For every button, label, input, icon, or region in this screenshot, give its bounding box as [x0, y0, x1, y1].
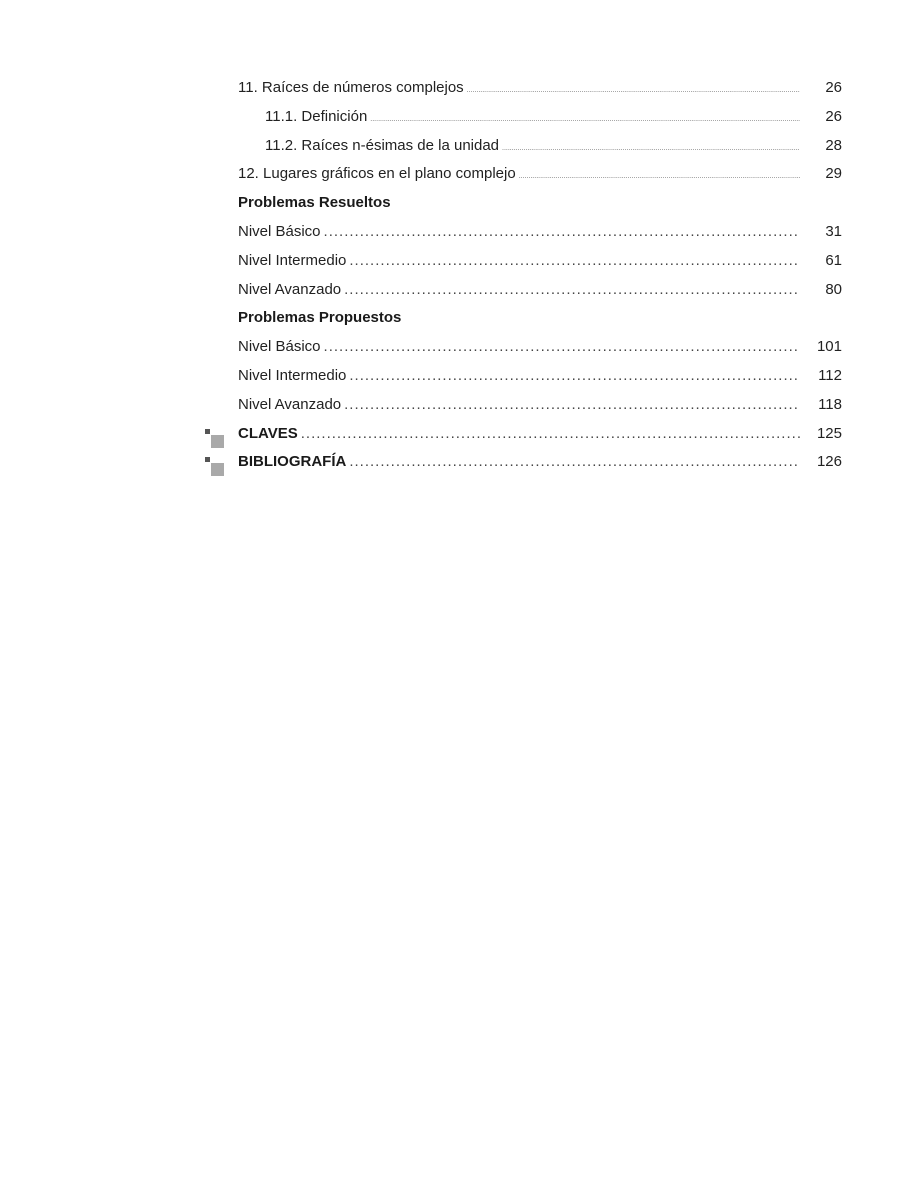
toc-entry-definicion[interactable] — [238, 106, 842, 135]
toc-heading-problemas-resueltos — [238, 192, 842, 221]
toc-entry-page: 126 — [816, 453, 842, 471]
toc-entry-page: 26 — [825, 107, 842, 125]
toc-entry-propuestos-basico[interactable] — [238, 336, 842, 365]
toc-entry-page: 112 — [818, 366, 842, 384]
dot-leader — [301, 423, 800, 445]
dot-leader — [370, 109, 800, 131]
toc-entry-resueltos-avanzado[interactable] — [238, 279, 842, 308]
toc-entry-label: Nivel Básico — [238, 222, 321, 240]
toc-entry-page: 26 — [825, 79, 842, 96]
toc-entry-propuestos-avanzado[interactable] — [238, 394, 842, 423]
toc-entry-label: 12. Lugares gráficos en el plano complejo — [238, 165, 516, 183]
toc-entry-page: 29 — [825, 165, 842, 183]
table-of-contents — [238, 77, 842, 480]
toc-entry-label: Nivel Intermedio — [238, 366, 347, 384]
dot-leader — [519, 166, 800, 188]
toc-entry-page: 118 — [818, 395, 842, 413]
toc-entry-label: 11.1. Definición — [265, 107, 368, 125]
toc-entry-lugares-graficos[interactable] — [238, 163, 842, 192]
toc-entry-page: 61 — [825, 251, 842, 269]
toc-entry-label: Nivel Avanzado — [238, 280, 342, 298]
square-bullet-icon — [205, 457, 227, 479]
toc-entry-label: CLAVES — [238, 424, 298, 442]
toc-heading-label: Problemas Resueltos — [238, 194, 391, 212]
dot-leader — [344, 279, 800, 301]
toc-entry-label: Nivel Avanzado — [238, 395, 342, 413]
toc-entry-label: Nivel Intermedio — [238, 251, 347, 269]
toc-entry-resueltos-intermedio[interactable] — [238, 250, 842, 279]
toc-heading-label: Problemas Propuestos — [238, 309, 402, 327]
dot-leader — [324, 221, 800, 243]
dot-leader — [344, 394, 800, 416]
toc-entry-raices-unidad[interactable] — [238, 135, 842, 164]
toc-entry-page: 80 — [825, 280, 842, 298]
dot-leader — [502, 138, 800, 160]
toc-entry-raices[interactable] — [238, 77, 842, 106]
toc-entry-label: Nivel Básico — [238, 338, 321, 356]
toc-entry-label: BIBLIOGRAFÍA — [238, 453, 347, 471]
toc-entry-claves[interactable] — [238, 423, 842, 452]
dot-leader — [349, 451, 800, 473]
toc-entry-page: 31 — [825, 222, 842, 240]
toc-entry-page: 101 — [816, 338, 842, 356]
square-bullet-icon — [205, 429, 227, 451]
dot-leader — [349, 365, 800, 387]
toc-heading-problemas-propuestos — [238, 307, 842, 336]
toc-entry-label: 11.2. Raíces n-ésimas de la unidad — [265, 136, 500, 154]
toc-entry-page: 125 — [816, 424, 842, 442]
dot-leader — [349, 250, 800, 272]
toc-entry-resueltos-basico[interactable] — [238, 221, 842, 250]
toc-entry-bibliografia[interactable] — [238, 451, 842, 480]
dot-leader — [324, 336, 800, 358]
toc-entry-page: 28 — [825, 136, 842, 154]
toc-entry-label: 11. Raíces de números complejos — [238, 79, 464, 96]
dot-leader — [467, 80, 800, 102]
toc-entry-propuestos-intermedio[interactable] — [238, 365, 842, 394]
